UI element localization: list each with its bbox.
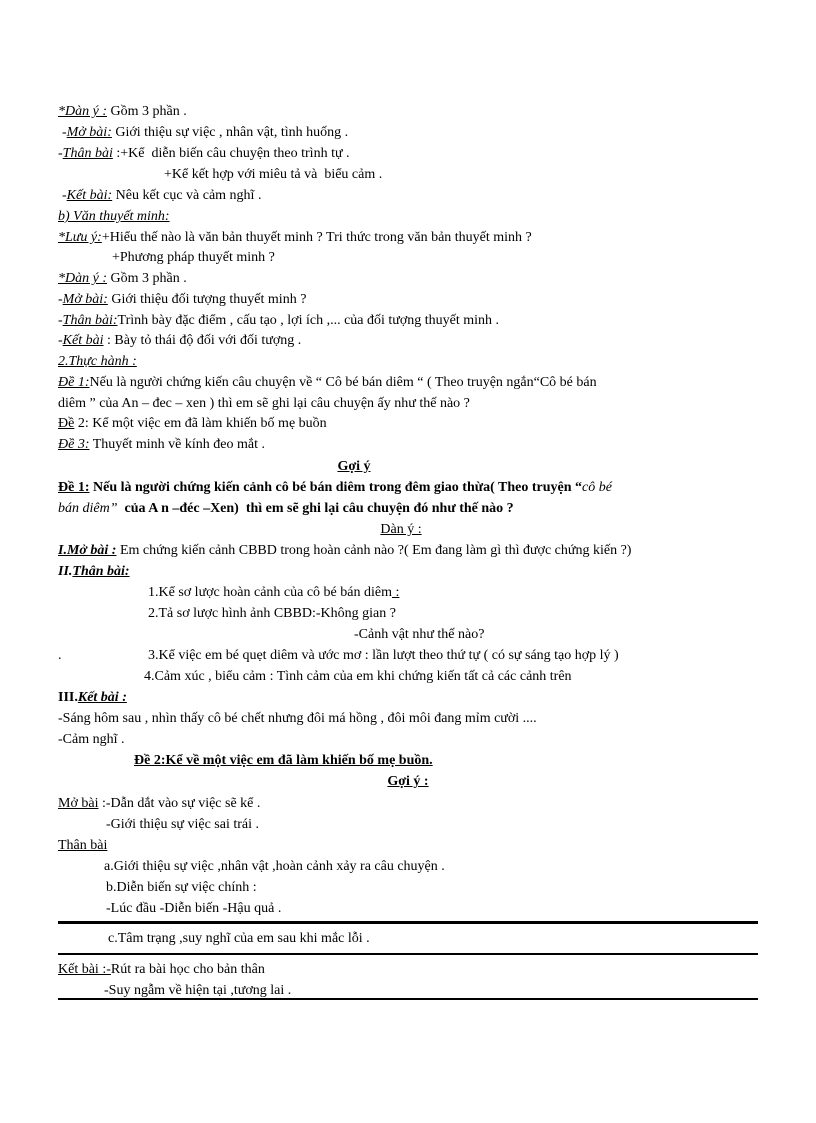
hint-1-intro-line: [58, 542, 631, 560]
horizontal-rule-1: [58, 921, 758, 924]
conclusion-line: -Kết bài: Nêu kết cục và cảm nghĩ .: [62, 188, 262, 203]
hint-2-subtitle: Gợi ý :: [387, 774, 429, 789]
section-b-heading: b) Văn thuyết minh:: [58, 209, 170, 224]
note-line: [58, 229, 532, 247]
hint-2-body-c: c.Tâm trạng ,suy nghĩ của em sau khi mắc lỗi .: [108, 931, 370, 946]
outline-text-b: Gồm 3 phần .: [107, 271, 187, 286]
question-3-line: [58, 436, 265, 454]
hint-1-question-label: Đề 1:: [58, 480, 90, 495]
intro-label-b: Mở bài:: [62, 292, 108, 307]
hint-2-conclusion-label: Kết bài :-: [58, 962, 111, 977]
hint-1-item-2b: -Cảnh vật như thế nào?: [354, 627, 485, 642]
conclusion-line-b: -Kết bài : Bày tỏ thái độ đối với đối tượng .: [58, 333, 302, 348]
hint-1-conclusion-text-2: -Cảm nghĩ .: [58, 732, 125, 747]
intro-text-b: Giới thiệu đối tượng thuyết minh ?: [107, 292, 307, 307]
hint-1-item-3: 3.Kể việc em bé quẹt diêm và ước mơ : lần lượt theo thứ tự ( có sự sáng tạo hợp lý ): [148, 648, 619, 663]
body-label: Thân bài: [62, 146, 113, 161]
hint-1-conclusion-heading: [58, 689, 127, 707]
hint-1-intro-text: Em chứng kiến cảnh CBBD trong hoàn cảnh nào ?( Em đang làm gì thì được chứng kiến ?): [116, 543, 632, 558]
hint-1-conclusion-text-1: -Sáng hôm sau , nhìn thấy cô bé chết nhưng đôi má hồng , đôi môi đang mỉm cười ....: [58, 711, 537, 726]
hint-1-item-1-text: 1.Kể sơ lược hoàn cảnh của cô bé bán diêm: [148, 585, 392, 600]
intro-label: Mở bài:: [66, 125, 112, 140]
horizontal-rule-2: [58, 953, 758, 955]
hint-1-question-line-2: [58, 500, 514, 518]
hint-2-intro-text-1: :-Dẫn dắt vào sự việc sẽ kể .: [98, 796, 261, 811]
hint-1-body-prefix: II.: [58, 564, 73, 579]
body-line-2: [164, 166, 382, 184]
hint-2-body-b2: -Lúc đầu -Diễn biến -Hậu quả .: [106, 901, 282, 916]
hint-1-item-1: [148, 584, 399, 602]
question-1-label: Đề 1:: [58, 375, 90, 390]
hint-2-body-b: b.Diễn biến sự việc chính :: [106, 880, 257, 895]
intro-line: -Mở bài: Giới thiệu sự việc , nhân vật, tình huống .: [62, 125, 349, 140]
hint-1-question-text: Nếu là người chứng kiến cảnh cô bé bán diêm trong đêm giao thừa( Theo truyện “: [89, 480, 583, 495]
body-line: -Thân bài :+Kể diễn biến câu chuyện theo trình tự .: [58, 146, 350, 161]
conclusion-text: Nêu kết cục và cảm nghĩ .: [112, 188, 262, 203]
hint-1-outline-title: Dàn ý :: [380, 522, 422, 537]
practice-heading: 2.Thực hành :: [58, 354, 137, 369]
hint-2-intro-line: [58, 795, 260, 813]
outline-line: [58, 103, 187, 121]
question-3-label: Đề 3:: [58, 437, 90, 452]
hint-1-item-1-tail: :: [391, 585, 400, 600]
hint-1-item-4: 4.Cảm xúc , biểu cảm : Tình cảm của em khi chứng kiến tất cả các cảnh trên: [144, 669, 572, 684]
hint-2-body-label: Thân bài: [58, 838, 108, 853]
outline-text: Gồm 3 phần .: [107, 104, 187, 119]
question-1-line-2: [58, 395, 470, 413]
outline-label-b: *Dàn ý :: [58, 271, 107, 286]
note-line-2: [112, 249, 275, 267]
note-text-1: +Hiểu thế nào là văn bản thuyết minh ? Tri thức trong văn bản thuyết minh ?: [101, 230, 532, 245]
question-2-text: 2: Kể một việc em đã làm khiến bố mẹ buồn: [74, 416, 327, 431]
hint-2-conclusion-line: [58, 961, 265, 979]
outline-label: *Dàn ý :: [58, 104, 107, 119]
intro-line-b: -Mở bài: Giới thiệu đối tượng thuyết minh ?: [58, 292, 307, 307]
question-1-line: [58, 374, 597, 392]
question-2-label: Đề: [58, 416, 75, 431]
question-1-text-2: diêm ” của An – đec – xen ) thì em sẽ ghi lại câu chuyện ấy như thế nào ?: [58, 396, 470, 411]
hint-2-conclusion-text-1: Rút ra bài học cho bản thân: [110, 962, 265, 977]
outline-line-b: [58, 270, 187, 288]
horizontal-rule-3: [58, 998, 758, 1000]
intro-text: Giới thiệu sự việc , nhân vật, tình huống .: [111, 125, 349, 140]
hint-2-body-a: a.Giới thiệu sự việc ,nhân vật ,hoàn cảnh xảy ra câu chuyện .: [104, 859, 445, 874]
hint-2-title: Đề 2:Kể về một việc em đã làm khiến bố mẹ buồn.: [134, 753, 433, 768]
hint-1-title: Gợi ý: [337, 459, 371, 474]
hint-1-question-italic: cô bé: [582, 480, 612, 495]
hint-1-conclusion-label: Kết bài :: [77, 690, 127, 705]
conclusion-label-b: Kết bài: [62, 333, 104, 348]
hint-1-intro-label: I.Mở bài :: [58, 543, 117, 558]
hint-2-intro-text-2: -Giới thiệu sự việc sai trái .: [106, 817, 260, 832]
body-text-b: Trình bày đặc điểm , cấu tạo , lợi ích ,... của đối tượng thuyết minh .: [117, 313, 500, 328]
hint-1-question-italic-2: bán diêm”: [58, 501, 118, 516]
hint-2-intro-label: Mở bài: [58, 796, 99, 811]
hint-1-item-2: 2.Tả sơ lược hình ảnh CBBD:-Không gian ?: [148, 606, 396, 621]
question-2-line: [58, 415, 327, 433]
question-3-text: Thuyết minh về kính đeo mắt .: [89, 437, 265, 452]
conclusion-text-b: : Bày tỏ thái độ đối với đối tượng .: [103, 333, 302, 348]
question-1-text: Nếu là người chứng kiến câu chuyện về “ Cô bé bán diêm “ ( Theo truyện ngắn“Cô bé bán: [89, 375, 597, 390]
conclusion-label: Kết bài:: [66, 188, 113, 203]
body-text-1: :+Kể diễn biến câu chuyện theo trình tự .: [112, 146, 350, 161]
hint-1-conclusion-prefix: III.: [58, 690, 78, 705]
body-line-b: -Thân bài:Trình bày đặc điểm , cấu tạo , lợi ích ,... của đối tượng thuyết minh .: [58, 313, 500, 328]
hint-2-conclusion-text-2: -Suy ngẫm về hiện tại ,tương lai .: [104, 983, 292, 998]
body-text-2: +Kể kết hợp với miêu tả và biểu cảm .: [164, 167, 383, 182]
hint-1-body-heading: [58, 563, 130, 581]
hint-1-question-line: [58, 479, 612, 497]
hint-1-question-text-2: của A n –đéc –Xen) thì em sẽ ghi lại câu chuyện đó như thế nào ?: [117, 501, 514, 516]
note-label: *Lưu ý:: [58, 230, 102, 245]
note-text-2: +Phương pháp thuyết minh ?: [112, 250, 275, 265]
body-label-b: Thân bài:: [62, 313, 118, 328]
hint-1-dot: .: [58, 648, 62, 663]
hint-1-body-label: Thân bài:: [72, 564, 130, 579]
